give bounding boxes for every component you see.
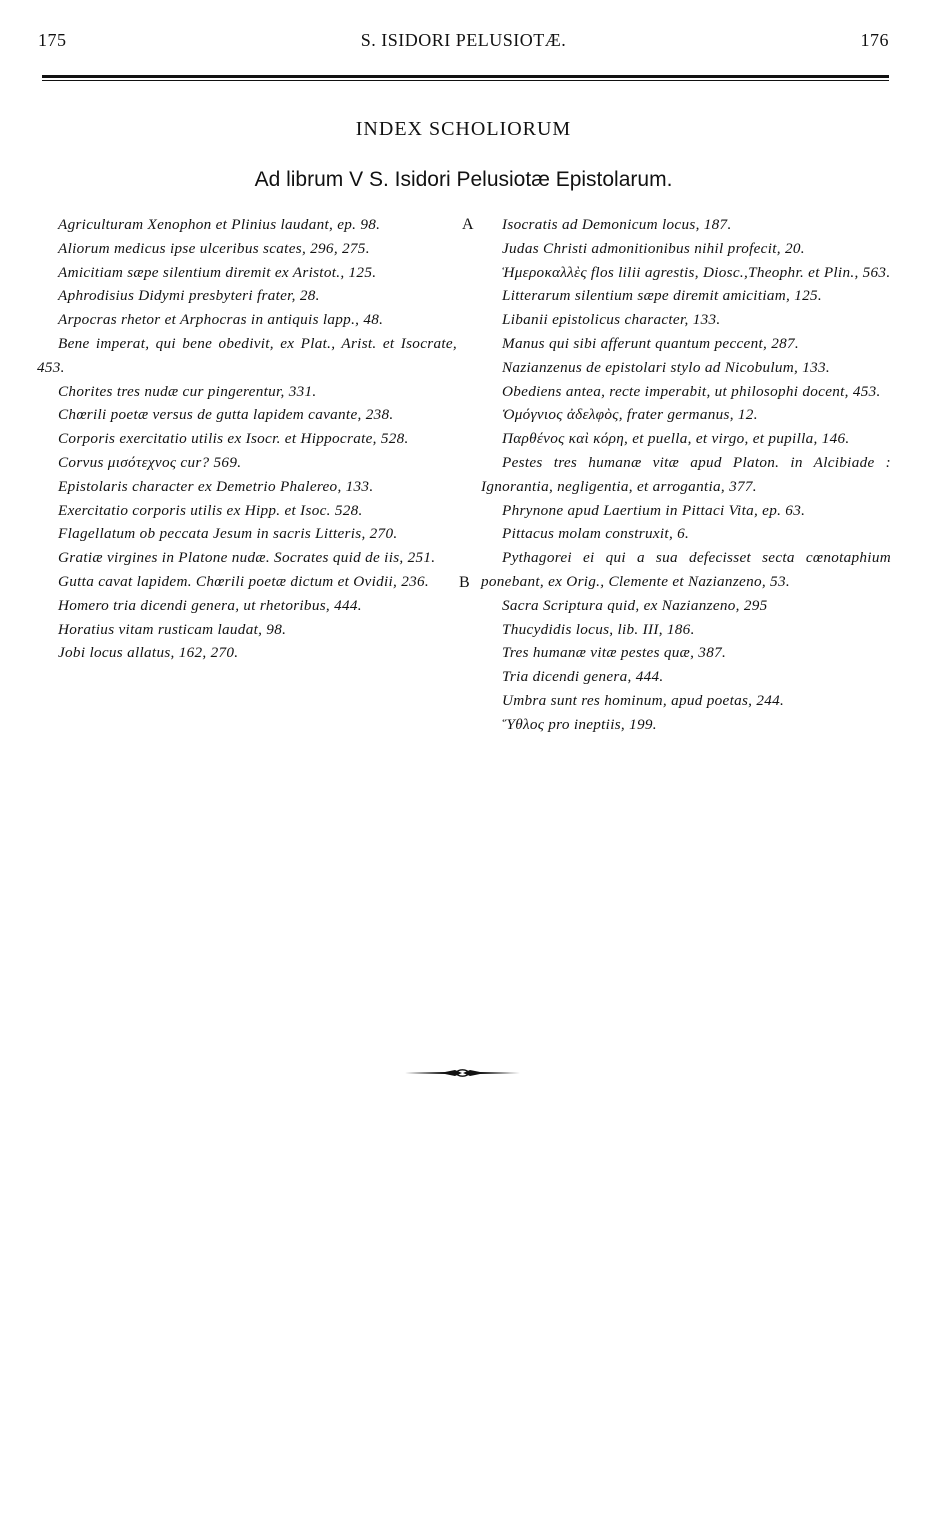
index-entry: Judas Christi admonitionibus nihil profecit, 20.	[502, 239, 805, 257]
index-entry: Pittacus molam construxit, 6.	[502, 525, 690, 543]
index-entry: Ἡμεροκαλλὲς flos lilii agrestis, Diosc.,Theophr. et Plin., 563.	[502, 263, 891, 281]
index-entry: Exercitatio corporis utilis ex Hipp. et Isoc. 528.	[58, 501, 363, 519]
index-entry: Isocratis ad Demonicum locus, 187.	[502, 216, 732, 233]
left-page-number: 175	[38, 30, 67, 50]
left-column	[37, 213, 457, 665]
index-entry: Jobi locus allatus, 162, 270.	[58, 644, 239, 662]
index-entry: Pythagorei ei qui a sua defecisset secta cœnotaphium ponebant, ex Orig., Clemente et Nazianzeno, 53.	[481, 549, 891, 590]
right-page-number: 176	[860, 30, 889, 50]
index-entry: Ὕθλος pro ineptiis, 199.	[502, 715, 657, 733]
end-ornament-icon	[405, 1067, 520, 1079]
index-subtitle: Ad librum V S. Isidori Pelusiotæ Epistolarum.	[254, 168, 673, 191]
index-entry: Libanii epistolicus character, 133.	[502, 311, 721, 329]
index-entry: Sacra Scriptura quid, ex Nazianzeno, 295	[502, 596, 768, 614]
index-entry: Flagellatum ob peccata Jesum in sacris Litteris, 270.	[58, 525, 398, 543]
index-entry: Thucydidis locus, lib. III, 186.	[502, 620, 695, 638]
index-entry: Bene imperat, qui bene obedivit, ex Plat., Arist. et Isocrate, 453.	[37, 334, 457, 376]
index-entry: Pestes tres humanæ vitæ apud Platon. in Alcibiade : Ignorantia, negligentia, et arrogantia, 377.	[481, 453, 891, 495]
index-entry: Gratiæ virgines in Platone nudæ. Socrates quid de iis, 251.	[58, 549, 436, 567]
index-entry: Ὁμόγνιος ἀδελφὸς, frater germanus, 12.	[502, 406, 758, 424]
index-entry: Tres humanæ vitæ pestes quæ, 387.	[502, 644, 727, 662]
header-rule-thin	[42, 80, 889, 81]
index-entry: Nazianzenus de epistolari stylo ad Nicobulum, 133.	[502, 358, 831, 376]
running-title: S. ISIDORI PELUSIOTÆ.	[360, 30, 567, 50]
index-entry: Phrynone apud Laertium in Pittaci Vita, ep. 63.	[502, 501, 806, 519]
index-entry: Homero tria dicendi genera, ut rhetoribus, 444.	[58, 596, 362, 614]
index-entry: Gutta cavat lapidem. Chœrili poetæ dictum et Ovidii, 236.	[58, 572, 430, 590]
right-column	[481, 213, 891, 737]
index-entry: Chorites tres nudæ cur pingerentur, 331.	[58, 382, 317, 400]
index-entry: Corporis exercitatio utilis ex Isocr. et Hippocrate, 528.	[58, 430, 409, 448]
index-entry: Epistolaris character ex Demetrio Phalereo, 133.	[58, 477, 374, 495]
index-entry: Agriculturam Xenophon et Plinius laudant, ep. 98.	[58, 216, 381, 233]
index-entry: Litterarum silentium sæpe diremit amicitiam, 125.	[502, 287, 822, 305]
index-title: INDEX SCHOLIORUM	[355, 118, 572, 140]
margin-mark-a: A	[462, 216, 474, 233]
index-entry: Aliorum medicus ipse ulceribus scates, 296, 275.	[58, 239, 370, 257]
header-rule	[42, 75, 889, 78]
margin-mark-b: B	[459, 574, 470, 591]
index-entry: Arpocras rhetor et Arphocras in antiquis lapp., 48.	[58, 311, 384, 329]
index-entry: Aphrodisius Didymi presbyteri frater, 28.	[58, 287, 320, 305]
index-entry: Umbra sunt res hominum, apud poetas, 244.	[502, 691, 785, 709]
index-entry: Corvus μισότεχνος cur? 569.	[58, 453, 242, 471]
index-entry: Tria dicendi genera, 444.	[502, 668, 664, 686]
index-entry: Manus qui sibi afferunt quantum peccent, 287.	[502, 334, 799, 352]
index-entry: Obediens antea, recte imperabit, ut philosophi docent, 453.	[502, 382, 881, 400]
index-entry: Amicitiam sæpe silentium diremit ex Aristot., 125.	[58, 263, 377, 281]
index-entry: Παρθένος καὶ κόρη, et puella, et virgo, et pupilla, 146.	[502, 430, 850, 448]
index-entry: Chœrili poetæ versus de gutta lapidem cavante, 238.	[58, 406, 394, 424]
index-entry: Horatius vitam rusticam laudat, 98.	[58, 620, 287, 638]
